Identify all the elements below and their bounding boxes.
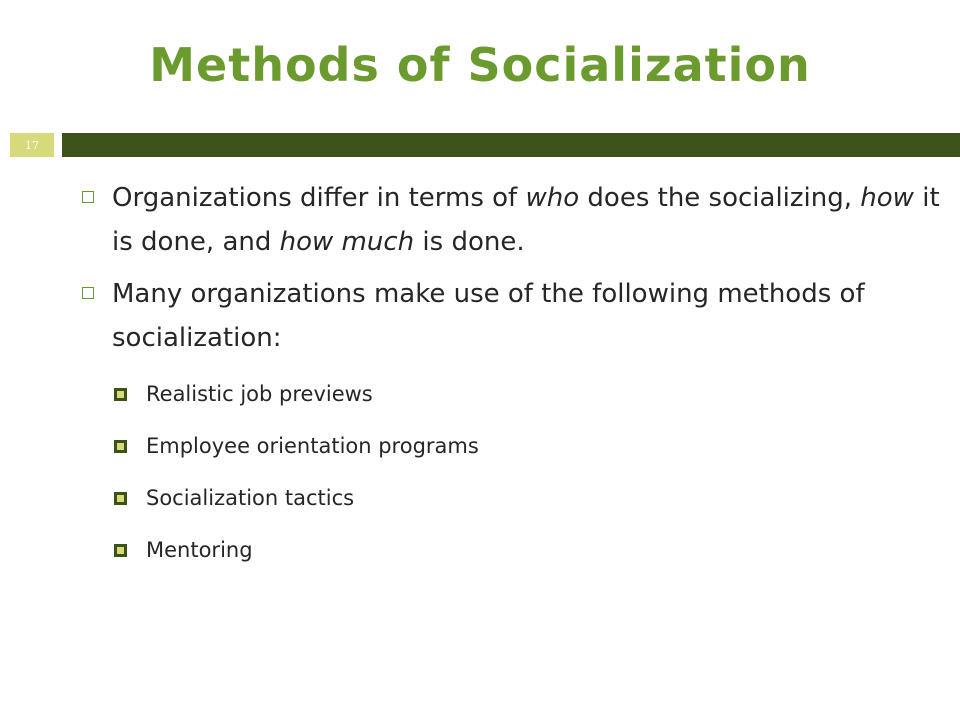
bullet-1-seg-2: who: [525, 183, 580, 213]
bullet-1-text: [112, 183, 940, 257]
sub-bullet-item: [114, 472, 942, 524]
bullet-item-2: [82, 272, 942, 360]
bullet-item-1: [82, 176, 942, 264]
square-bullet-icon: [82, 191, 94, 203]
bullet-1-seg-5: it is done, and: [112, 183, 940, 257]
slide-body: [82, 176, 942, 576]
bullet-1-seg-6: how much: [279, 227, 415, 257]
sub-bullet-item: [114, 524, 942, 576]
bullet-1-seg-3: does the socializing,: [579, 183, 861, 213]
filled-square-bullet-icon: [114, 440, 127, 453]
bullet-1-seg-4: how: [860, 183, 914, 213]
header-bar: [62, 133, 960, 157]
sub-bullet-text: Employee orientation programs: [146, 434, 479, 458]
sub-bullet-item: [114, 420, 942, 472]
bullet-1-seg-1: Organizations differ in terms of: [112, 183, 526, 213]
bullet-2-text: Many organizations make use of the following methods of socialization:: [112, 279, 865, 353]
sub-bullet-text: Realistic job previews: [146, 382, 373, 406]
sub-bullet-text: Mentoring: [146, 538, 253, 562]
sub-bullet-item: [114, 368, 942, 420]
slide-number-badge: [10, 133, 54, 157]
filled-square-bullet-icon: [114, 492, 127, 505]
filled-square-bullet-icon: [114, 544, 127, 557]
sub-bullet-list: [114, 368, 942, 576]
bullet-1-seg-7: is done.: [414, 227, 525, 257]
square-bullet-icon: [82, 287, 94, 299]
slide-title: Methods of Socialization: [149, 38, 811, 92]
sub-bullet-text: Socialization tactics: [146, 486, 355, 510]
filled-square-bullet-icon: [114, 388, 127, 401]
slide-number: 17: [25, 138, 39, 152]
